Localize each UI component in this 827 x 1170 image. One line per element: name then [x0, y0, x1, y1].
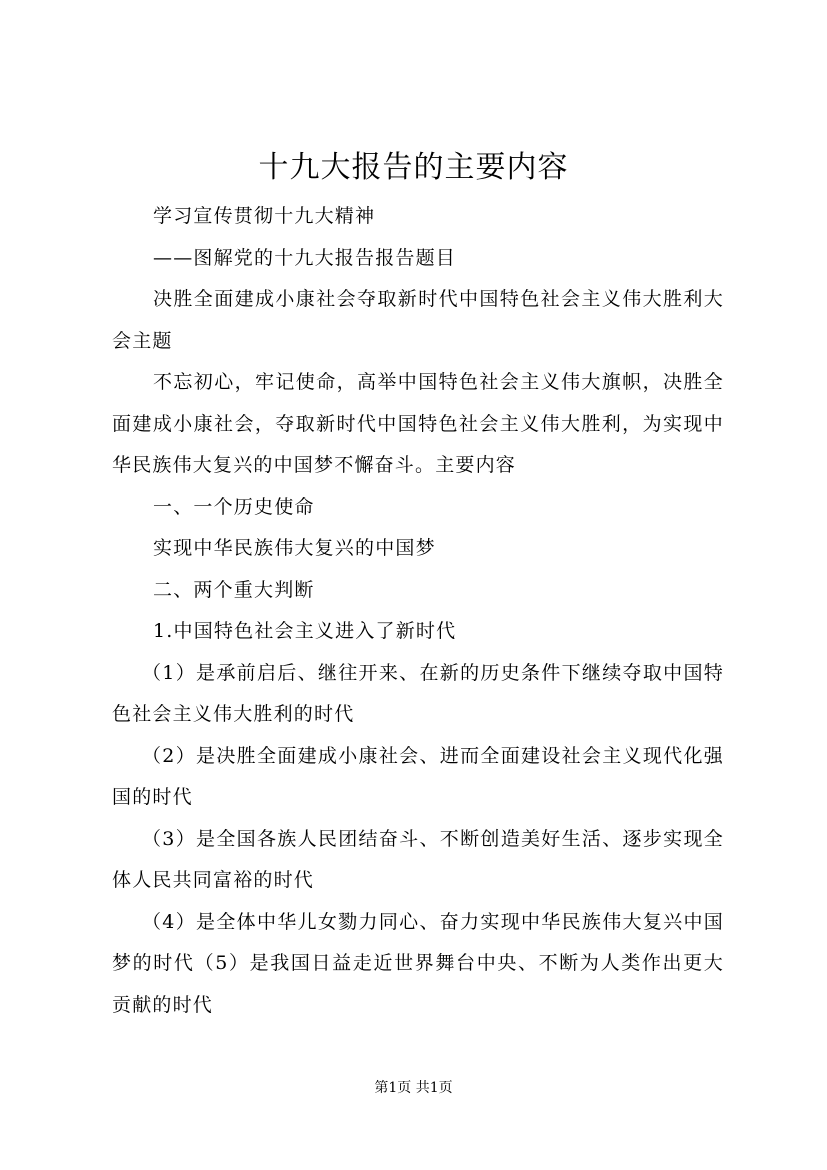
- list-item-era-4-5: （4）是全体中华儿女勠力同心、奋力实现中华民族伟大复兴中国梦的时代（5）是我国日益走近世界舞台中央、不断为人类作出更大贡献的时代: [112, 910, 724, 1016]
- paragraph-china-dream: 实现中华民族伟大复兴的中国梦: [153, 537, 436, 559]
- heading-historic-mission: 一、一个历史使命: [153, 495, 315, 518]
- document-body: [112, 196, 724, 1026]
- heading-new-era: 1.中国特色社会主义进入了新时代: [153, 620, 457, 642]
- heading-two-judgments: 二、两个重大判断: [153, 578, 315, 601]
- paragraph-congress-theme: 决胜全面建成小康社会夺取新时代中国特色社会主义伟大胜利大会主题: [112, 288, 724, 352]
- list-item-era-2: （2）是决胜全面建成小康社会、进而全面建设社会主义现代化强国的时代: [112, 744, 724, 808]
- list-item-era-1: （1）是承前启后、继往开来、在新的历史条件下继续夺取中国特色社会主义伟大胜利的时代: [112, 661, 724, 725]
- paragraph-theme-statement: 不忘初心，牢记使命，高举中国特色社会主义伟大旗帜，决胜全面建成小康社会，夺取新时代中国特色社会主义伟大胜利，为实现中华民族伟大复兴的中国梦不懈奋斗。主要内容: [112, 371, 724, 476]
- page-footer: 第1页 共1页: [374, 1080, 453, 1096]
- paragraph-report-subtitle: ——图解党的十九大报告报告题目: [153, 246, 457, 269]
- list-item-era-3: （3）是全国各族人民团结奋斗、不断创造美好生活、逐步实现全体人民共同富裕的时代: [112, 827, 724, 891]
- document-title: 十九大报告的主要内容: [258, 150, 569, 185]
- paragraph-study-slogan: 学习宣传贯彻十九大精神: [153, 205, 376, 227]
